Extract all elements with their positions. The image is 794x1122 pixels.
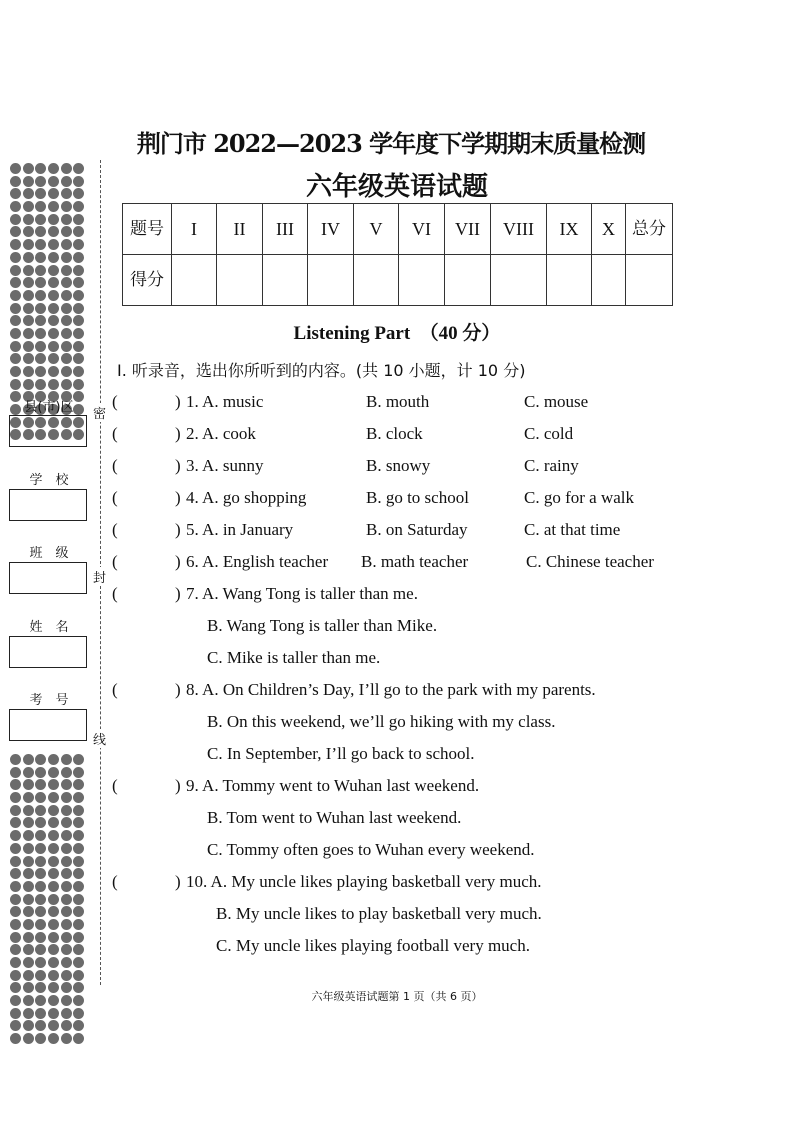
option-b: B. On this weekend, we’ll go hiking with my class. (207, 712, 556, 731)
answer-paren-close: ) (175, 584, 181, 603)
binding-dot (10, 843, 21, 854)
binding-dot (23, 843, 34, 854)
binding-dot (23, 379, 34, 390)
binding-dot (23, 265, 34, 276)
binding-dot (35, 290, 46, 301)
binding-dot (23, 754, 34, 765)
binding-dot (23, 1008, 34, 1019)
binding-dot (23, 881, 34, 892)
binding-dot (10, 868, 21, 879)
binding-dot (61, 1008, 72, 1019)
binding-dot (61, 792, 72, 803)
binding-dot (73, 830, 84, 841)
binding-dot (48, 881, 59, 892)
binding-dot (10, 1008, 21, 1019)
binding-dot (48, 277, 59, 288)
option-b: B. math teacher (361, 552, 469, 571)
binding-dot (48, 970, 59, 981)
option-b: B. clock (366, 424, 423, 443)
answer-paren-open[interactable]: ( (112, 872, 118, 891)
binding-dot (35, 214, 46, 225)
score-table-score-row (123, 255, 673, 306)
binding-dot (10, 366, 21, 377)
binding-dot (10, 792, 21, 803)
binding-dot (35, 252, 46, 263)
binding-dot (73, 1033, 84, 1044)
option-a: 2. A. cook (186, 424, 256, 443)
binding-dot (10, 944, 21, 955)
total-label: 总分 (626, 204, 673, 255)
answer-paren-close: ) (175, 776, 181, 795)
binding-dot (48, 944, 59, 955)
binding-dot (23, 817, 34, 828)
class-label: 班 级 (29, 546, 69, 561)
binding-dot (73, 970, 84, 981)
binding-dot (10, 379, 21, 390)
col-header: IX (547, 204, 592, 255)
score-cell[interactable] (308, 255, 354, 306)
binding-dot (23, 830, 34, 841)
answer-paren-open[interactable]: ( (112, 520, 118, 539)
binding-dot (23, 239, 34, 250)
score-cell[interactable] (592, 255, 626, 306)
binding-dot (73, 843, 84, 854)
option-c: C. mouse (524, 392, 589, 411)
exam-title: 荆门市 2022—2023 学年度下学期期末质量检测 (136, 129, 646, 158)
binding-dot (48, 856, 59, 867)
part-title: Listening Part （40 分） (293, 323, 501, 344)
answer-paren-open[interactable]: ( (112, 424, 118, 443)
binding-dot (35, 817, 46, 828)
binding-dot (48, 379, 59, 390)
binding-dot (73, 303, 84, 314)
binding-dot (73, 1020, 84, 1031)
binding-dot (61, 919, 72, 930)
binding-dot (10, 805, 21, 816)
page-footer: 六年级英语试题第 1 页（共 6 页） (311, 990, 483, 1003)
school-label: 学 校 (29, 473, 69, 488)
binding-dot (73, 919, 84, 930)
binding-dot (10, 779, 21, 790)
answer-paren-open[interactable]: ( (112, 488, 118, 507)
binding-dot (73, 881, 84, 892)
binding-dot (23, 290, 34, 301)
seal-char-feng: 封 (93, 567, 106, 586)
name-field[interactable] (9, 636, 87, 668)
binding-dot (10, 856, 21, 867)
binding-dot (48, 366, 59, 377)
option-a: 4. A. go shopping (186, 488, 307, 507)
binding-dot (10, 1033, 21, 1044)
binding-dot (10, 881, 21, 892)
binding-dot (61, 906, 72, 917)
binding-dot (61, 1033, 72, 1044)
binding-dot (73, 366, 84, 377)
score-cell[interactable] (491, 255, 547, 306)
binding-dot (73, 277, 84, 288)
answer-paren-close: ) (175, 488, 181, 507)
option-b: B. snowy (366, 456, 431, 475)
option-a: 8. A. On Children’s Day, I’ll go to the park with my parents. (186, 680, 596, 699)
binding-dot (73, 856, 84, 867)
binding-dot (73, 265, 84, 276)
binding-dot (73, 754, 84, 765)
binding-dot (35, 226, 46, 237)
binding-dot (73, 957, 84, 968)
binding-dot (61, 779, 72, 790)
binding-dot (10, 214, 21, 225)
binding-dot (10, 817, 21, 828)
binding-dot (61, 856, 72, 867)
score-table-header-row (123, 204, 673, 255)
binding-dot (23, 894, 34, 905)
binding-dot (48, 957, 59, 968)
answer-paren-open[interactable]: ( (112, 392, 118, 411)
binding-dot (48, 290, 59, 301)
binding-dot (48, 767, 59, 778)
score-cell[interactable] (217, 255, 263, 306)
binding-dot (48, 239, 59, 250)
binding-dot (10, 277, 21, 288)
binding-dot (73, 817, 84, 828)
binding-dot (10, 906, 21, 917)
binding-dot (61, 303, 72, 314)
binding-dot (23, 970, 34, 981)
answer-paren-open[interactable]: ( (112, 552, 118, 571)
binding-dot (61, 239, 72, 250)
binding-dot (73, 932, 84, 943)
binding-dot (10, 353, 21, 364)
binding-dot (10, 932, 21, 943)
binding-dot (48, 868, 59, 879)
binding-dot (10, 970, 21, 981)
col-header: VI (399, 204, 445, 255)
binding-dot (35, 277, 46, 288)
col-header: V (354, 204, 399, 255)
option-a: 10. A. My uncle likes playing basketball very much. (186, 872, 542, 891)
binding-dot (48, 252, 59, 263)
binding-dot (23, 1033, 34, 1044)
binding-dot (23, 944, 34, 955)
option-c: C. Chinese teacher (526, 552, 654, 571)
binding-dot (23, 1020, 34, 1031)
binding-dot (61, 767, 72, 778)
answer-paren-close: ) (175, 680, 181, 699)
option-c: C. at that time (524, 520, 621, 539)
binding-dot (10, 290, 21, 301)
binding-dot (35, 767, 46, 778)
binding-dot (35, 881, 46, 892)
binding-dot (61, 894, 72, 905)
section-heading: Ⅰ. 听录音，选出你所听到的内容。(共 10 小题，计 10 分) (117, 361, 526, 380)
binding-dot (35, 944, 46, 955)
name-label: 姓 名 (29, 620, 69, 635)
binding-dot (35, 919, 46, 930)
binding-dot (61, 252, 72, 263)
score-cell[interactable] (263, 255, 308, 306)
binding-dot (10, 830, 21, 841)
option-a: 3. A. sunny (186, 456, 264, 475)
binding-dot (48, 906, 59, 917)
option-c: C. Tommy often goes to Wuhan every weekend. (207, 840, 535, 859)
exam-subtitle: 六年级英语试题 (305, 172, 488, 202)
binding-dot (10, 754, 21, 765)
col-header: II (217, 204, 263, 255)
binding-dot (73, 894, 84, 905)
option-c: C. go for a walk (524, 488, 635, 507)
school-field[interactable] (9, 489, 87, 521)
answer-paren-open[interactable]: ( (112, 456, 118, 475)
binding-dot (35, 856, 46, 867)
option-b: B. on Saturday (366, 520, 468, 539)
binding-dot (48, 843, 59, 854)
binding-dot (61, 353, 72, 364)
binding-dot (73, 1008, 84, 1019)
binding-dot (35, 970, 46, 981)
answer-paren-close: ) (175, 424, 181, 443)
score-cell[interactable] (445, 255, 491, 306)
score-cell[interactable] (172, 255, 217, 306)
binding-dot (73, 767, 84, 778)
binding-dot (23, 856, 34, 867)
exam-number-label: 考 号 (29, 693, 69, 708)
score-cell[interactable] (399, 255, 445, 306)
binding-dot (61, 881, 72, 892)
binding-dot (61, 957, 72, 968)
binding-dot (61, 830, 72, 841)
binding-dot (35, 353, 46, 364)
binding-dot (35, 957, 46, 968)
answer-paren-close: ) (175, 872, 181, 891)
binding-dot (73, 805, 84, 816)
binding-dot (23, 353, 34, 364)
binding-dot (35, 366, 46, 377)
score-cell[interactable] (547, 255, 592, 306)
answer-paren-open[interactable]: ( (112, 584, 118, 603)
binding-dot (61, 932, 72, 943)
col-header: I (172, 204, 217, 255)
binding-dot (35, 1020, 46, 1031)
binding-dot (48, 754, 59, 765)
binding-dot (48, 265, 59, 276)
binding-dot (73, 226, 84, 237)
binding-dot (73, 353, 84, 364)
binding-dot (23, 226, 34, 237)
answer-paren-open[interactable]: ( (112, 776, 118, 795)
seal-char-xian: 线 (93, 729, 106, 748)
binding-dot (23, 366, 34, 377)
answer-paren-close: ) (175, 520, 181, 539)
binding-dot (73, 290, 84, 301)
answer-paren-open[interactable]: ( (112, 680, 118, 699)
binding-dot (73, 944, 84, 955)
option-c: C. Mike is taller than me. (207, 648, 381, 667)
binding-dot (48, 303, 59, 314)
binding-dot (35, 1008, 46, 1019)
binding-dot (73, 214, 84, 225)
binding-dot (23, 868, 34, 879)
binding-dot (23, 214, 34, 225)
binding-dot (35, 792, 46, 803)
binding-dot (48, 353, 59, 364)
binding-dot (35, 843, 46, 854)
binding-dot (10, 303, 21, 314)
col-header: IV (308, 204, 354, 255)
option-c: C. My uncle likes playing football very much. (216, 936, 530, 955)
binding-dot (48, 226, 59, 237)
binding-dot (73, 379, 84, 390)
binding-dot (23, 906, 34, 917)
option-c: C. rainy (524, 456, 579, 475)
binding-dot (48, 214, 59, 225)
binding-dot (10, 239, 21, 250)
score-cell[interactable] (354, 255, 399, 306)
binding-dot (61, 817, 72, 828)
col-header: X (592, 204, 626, 255)
binding-dot (35, 303, 46, 314)
binding-dot (48, 779, 59, 790)
exam-number-field[interactable] (9, 709, 87, 741)
binding-dot (61, 843, 72, 854)
county-label: 县(市)区 (24, 400, 74, 415)
option-a: 6. A. English teacher (186, 552, 329, 571)
option-a: 9. A. Tommy went to Wuhan last weekend. (186, 776, 480, 795)
binding-dot (35, 379, 46, 390)
seal-char-mi: 密 (93, 403, 106, 422)
binding-dot (23, 919, 34, 930)
binding-dot (61, 868, 72, 879)
binding-dot (61, 944, 72, 955)
binding-dot (35, 894, 46, 905)
binding-dot (35, 265, 46, 276)
binding-dot (48, 805, 59, 816)
class-field[interactable] (9, 562, 87, 594)
binding-dot (35, 1033, 46, 1044)
binding-dot (23, 252, 34, 263)
binding-dot (35, 239, 46, 250)
binding-dot (61, 226, 72, 237)
answer-paren-close: ) (175, 392, 181, 411)
binding-dot (35, 779, 46, 790)
binding-dot (10, 265, 21, 276)
option-b: B. go to school (366, 488, 469, 507)
binding-dot (23, 277, 34, 288)
binding-dot (23, 303, 34, 314)
option-b: B. My uncle likes to play basketball very much. (216, 904, 542, 923)
binding-dot (23, 792, 34, 803)
binding-dot (23, 779, 34, 790)
binding-dot (48, 830, 59, 841)
binding-dot (61, 290, 72, 301)
binding-dot (61, 754, 72, 765)
binding-dot (48, 894, 59, 905)
binding-dot (10, 919, 21, 930)
option-b: B. Tom went to Wuhan last weekend. (207, 808, 462, 827)
option-b: B. mouth (366, 392, 430, 411)
binding-dot (10, 226, 21, 237)
binding-dot (35, 906, 46, 917)
binding-dot (35, 830, 46, 841)
binding-dot (61, 1020, 72, 1031)
binding-dot (48, 932, 59, 943)
binding-dot (61, 366, 72, 377)
binding-dot (73, 252, 84, 263)
answer-paren-close: ) (175, 456, 181, 475)
col-header: VII (445, 204, 491, 255)
binding-dot (48, 919, 59, 930)
option-a: 1. A. music (186, 392, 264, 411)
binding-dot (23, 805, 34, 816)
binding-dot (10, 957, 21, 968)
county-field[interactable] (9, 415, 87, 447)
total-score-cell[interactable] (626, 255, 673, 306)
binding-dot (73, 792, 84, 803)
binding-dot (61, 379, 72, 390)
option-c: C. cold (524, 424, 574, 443)
binding-dot (35, 932, 46, 943)
binding-dot (73, 906, 84, 917)
binding-dot (35, 868, 46, 879)
option-c: C. In September, I’ll go back to school. (207, 744, 475, 763)
binding-dot (48, 792, 59, 803)
binding-dot (10, 1020, 21, 1031)
option-a: 7. A. Wang Tong is taller than me. (186, 584, 418, 603)
binding-dot (23, 767, 34, 778)
col-header: III (263, 204, 308, 255)
binding-dot (61, 805, 72, 816)
binding-dot (48, 1008, 59, 1019)
binding-dot (48, 1020, 59, 1031)
question-number-label: 题号 (123, 204, 172, 255)
binding-dot (61, 970, 72, 981)
binding-dot (73, 239, 84, 250)
binding-dot (48, 817, 59, 828)
binding-dot (61, 214, 72, 225)
binding-dot (61, 265, 72, 276)
score-label: 得分 (123, 255, 172, 306)
binding-dot (23, 932, 34, 943)
score-table (122, 203, 673, 306)
binding-dot (23, 957, 34, 968)
binding-dot (61, 277, 72, 288)
binding-dot (73, 868, 84, 879)
option-a: 5. A. in January (186, 520, 294, 539)
binding-dot (35, 754, 46, 765)
option-b: B. Wang Tong is taller than Mike. (207, 616, 438, 635)
binding-dot (10, 252, 21, 263)
binding-dot (10, 767, 21, 778)
binding-dot (73, 779, 84, 790)
col-header: VIII (491, 204, 547, 255)
binding-dot (48, 1033, 59, 1044)
binding-dot (35, 805, 46, 816)
answer-paren-close: ) (175, 552, 181, 571)
binding-dot (10, 894, 21, 905)
